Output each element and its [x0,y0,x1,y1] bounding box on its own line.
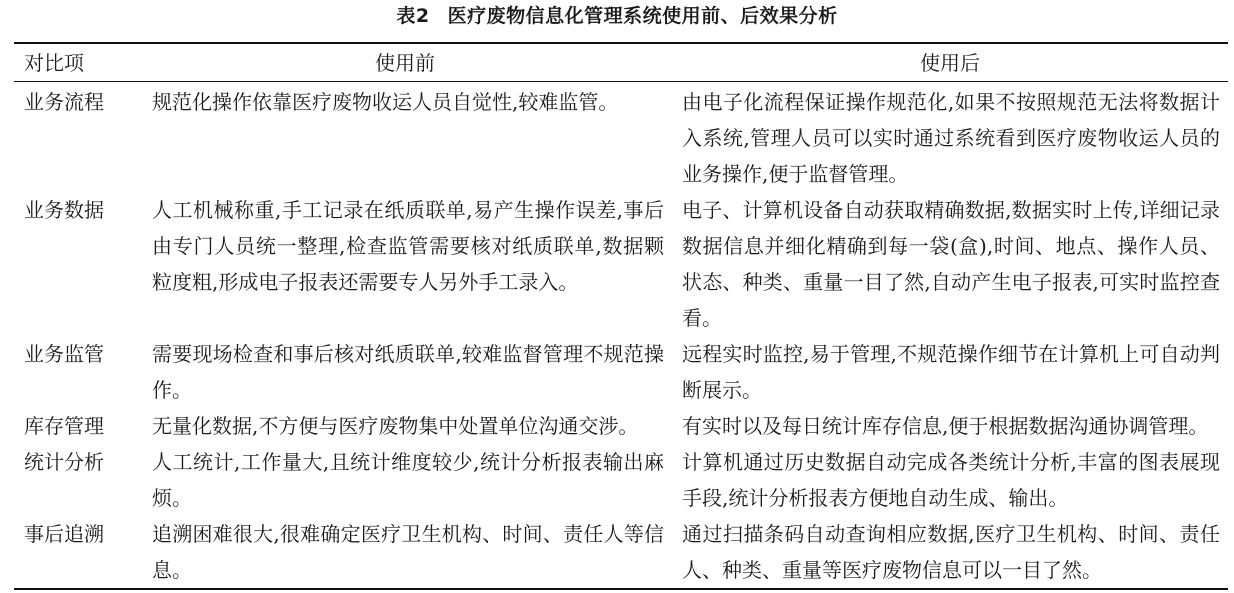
table-body [14,82,1228,590]
header-item: 对比项 [24,50,84,75]
table-row [14,336,1228,408]
row-before: 需要现场检查和事后核对纸质联单,较难监督管理不规范操作。 [152,342,664,402]
row-item: 事后追溯 [24,522,104,546]
row-after: 有实时以及每日统计库存信息,便于根据数据沟通协调管理。 [682,414,1209,438]
row-item: 业务监管 [24,342,104,366]
row-item: 统计分析 [24,450,104,474]
row-after: 计算机通过历史数据自动完成各类统计分析,丰富的图表展现手段,统计分析报表方便地自动生成、输出。 [682,450,1220,510]
table-title: 医疗废物信息化管理系统使用前、后效果分析 [447,5,838,27]
row-before: 人工机械称重,手工记录在纸质联单,易产生操作误差,事后由专门人员统一整理,检查监管需要核对纸质联单,数据颗粒度粗,形成电子报表还需要专人另外手工录入。 [152,198,664,294]
table-header [14,43,1228,82]
row-before: 无量化数据,不方便与医疗废物集中处置单位沟通交涉。 [152,414,639,438]
row-after: 通过扫描条码自动查询相应数据,医疗卫生机构、时间、责任人、种类、重量等医疗废物信息可以一目了然。 [682,522,1220,582]
row-after: 电子、计算机设备自动获取精确数据,数据实时上传,详细记录数据信息并细化精确到每一袋(盒),时间、地点、操作人员、状态、种类、重量一目了然,自动产生电子报表,可实时监控查看。 [682,198,1220,330]
table-caption [0,4,1234,28]
table-row [14,516,1228,589]
row-item: 库存管理 [24,414,104,438]
table-row [14,192,1228,336]
row-after: 由电子化流程保证操作规范化,如果不按照规范无法将数据计入系统,管理人员可以实时通过系统看到医疗废物收运人员的业务操作,便于监督管理。 [682,90,1220,186]
table-number: 表2 [396,5,430,27]
row-before: 规范化操作依靠医疗废物收运人员自觉性,较难监管。 [152,90,619,114]
table-row [14,82,1228,193]
row-before: 追溯困难很大,很难确定医疗卫生机构、时间、责任人等信息。 [152,522,664,582]
header-row [14,43,1228,82]
row-after: 远程实时监控,易于管理,不规范操作细节在计算机上可自动判断展示。 [682,342,1220,402]
comparison-table [14,42,1228,590]
table-row [14,408,1228,444]
row-item: 业务流程 [24,90,104,114]
header-before: 使用前 [375,50,435,75]
row-before: 人工统计,工作量大,且统计维度较少,统计分析报表输出麻烦。 [152,450,664,510]
header-after: 使用后 [920,50,980,75]
table-row [14,444,1228,516]
row-item: 业务数据 [24,198,104,222]
